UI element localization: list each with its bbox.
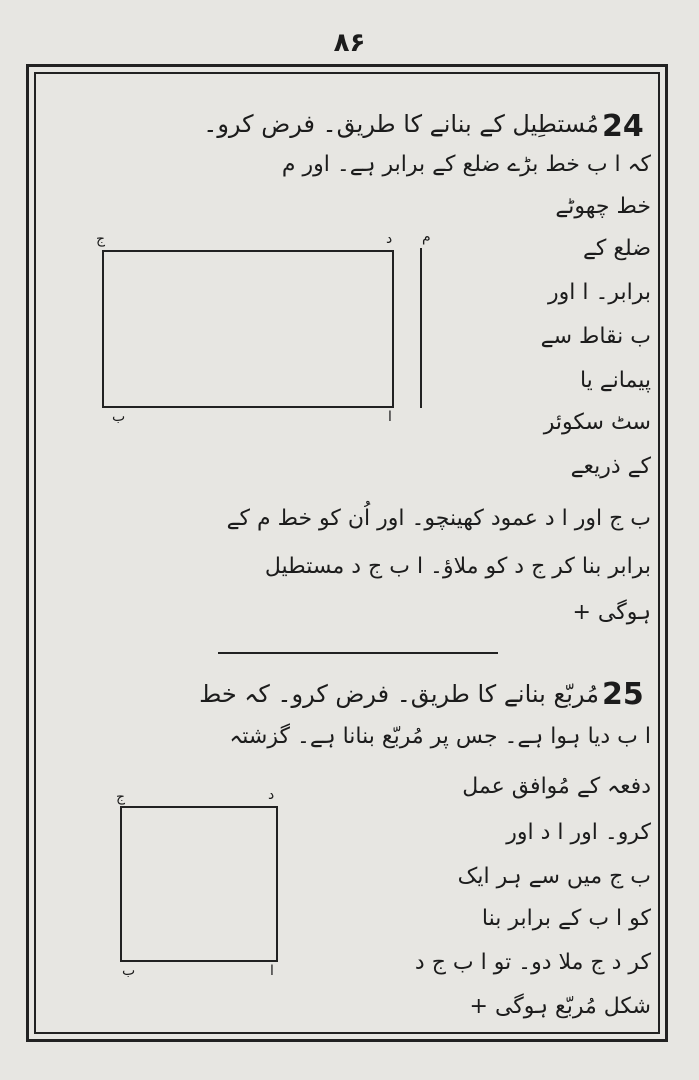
section-25-line-6: کو ا ب کے برابر بنا xyxy=(481,906,651,931)
square-label-j: ج xyxy=(116,789,126,805)
rect-label-j: ج xyxy=(96,231,106,247)
section-24-line-5: برابر۔ ا اور xyxy=(548,280,651,305)
line-m xyxy=(420,248,422,408)
section-25-line-7: کر د ج ملا دو۔ تو ا ب ج د xyxy=(414,950,651,975)
section-24-line-1: مُستطِیل کے بنانے کا طریق۔ فرض کرو۔ xyxy=(203,110,599,138)
section-24-line-10: ب ج اور ا د عمود کھینچو۔ اور اُن کو خط م کے xyxy=(226,506,651,531)
section-25-line-2: ا ب دیا ہوا ہے۔ جس پر مُربّع بنانا ہے۔ گزشتہ xyxy=(229,724,651,749)
square-label-b: ب xyxy=(122,963,136,979)
section-25-number: 25 xyxy=(602,677,644,712)
section-25-line-4: کرو۔ اور ا د اور xyxy=(506,820,651,845)
section-24-line-4: ضلع کے xyxy=(582,236,651,261)
section-24-number: 24 xyxy=(602,109,644,144)
section-24-line-7: پیمانے یا xyxy=(579,368,651,393)
section-24-line-6: ب نقاط سے xyxy=(540,324,651,349)
square-label-d: د xyxy=(268,787,275,803)
section-24-line-11: برابر بنا کر ج د کو ملاؤ۔ ا ب ج د مستطیل xyxy=(264,554,651,579)
section-24-line-8: سٹ سکوئر xyxy=(543,410,651,435)
section-24-line-2: کہ ا ب خط بڑے ضلع کے برابر ہے۔ اور م xyxy=(281,152,651,177)
section-24-line-12: ہوگی + xyxy=(572,600,651,625)
section-25-line-1: مُربّع بنانے کا طریق۔ فرض کرو۔ کہ خط xyxy=(199,680,599,708)
section-divider xyxy=(218,652,498,654)
rect-label-b: ب xyxy=(112,409,126,425)
section-24-line-9: کے ذریعے xyxy=(570,454,651,479)
square-figure xyxy=(120,806,278,962)
page-number: ۸۶ xyxy=(333,28,366,58)
square-label-a: ا xyxy=(270,963,274,979)
section-25-line-8: شکل مُربّع ہوگی + xyxy=(469,994,651,1019)
rectangle-figure xyxy=(102,250,394,408)
section-25-line-5: ب ج میں سے ہر ایک xyxy=(457,864,651,889)
rect-label-d: د xyxy=(386,231,393,247)
section-25-line-3: دفعہ کے مُوافق عمل xyxy=(462,774,651,799)
section-24-line-3: خط چھوٹے xyxy=(555,194,651,219)
line-label-m: م xyxy=(422,229,431,245)
rect-label-a: ا xyxy=(388,409,392,425)
